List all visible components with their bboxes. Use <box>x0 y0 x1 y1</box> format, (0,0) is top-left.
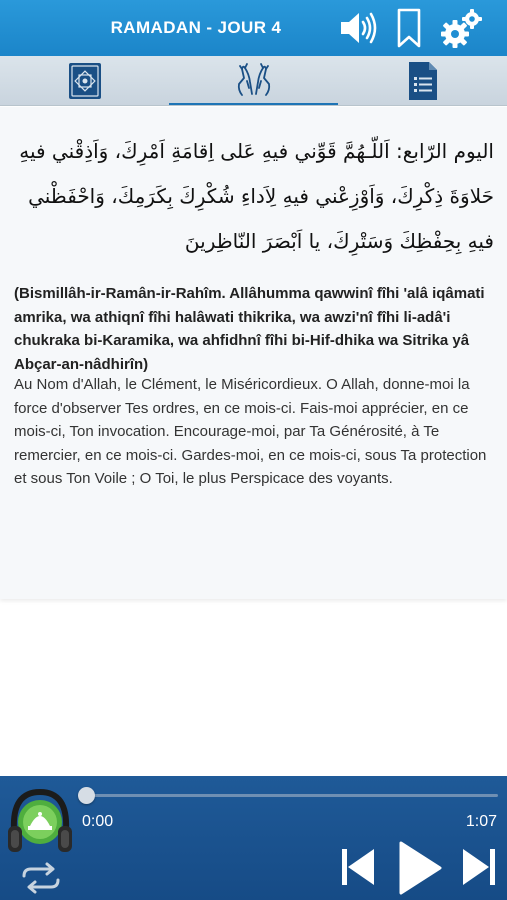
bookmark-icon[interactable] <box>396 8 422 50</box>
reciter-headphones-logo <box>6 786 74 862</box>
audio-player <box>0 776 507 900</box>
tab-notes[interactable] <box>338 56 507 106</box>
arabic-dua-text: اليوم الرّابع: اَللّـهُمَّ قَوِّني فيهِ عَلى اِقامَةِ اَمْرِكَ، وَاَذِقْني فيهِ حَلاوَةَ ذِكْرِكَ، وَاَوْزِعْني فيهِ لِاَداءِ شُكْرِكَ بِكَرَمِكَ، وَاحْفَظْني فيهِ بِحِفْظِكَ وَسَتْرِكَ، يا اَبْصَرَ النّاظِرينَ <box>19 139 494 253</box>
progress-track[interactable] <box>86 794 498 797</box>
page-title: RAMADAN - JOUR 4 <box>110 18 282 37</box>
current-time: 0:00 <box>82 813 114 830</box>
translation-text: Au Nom d'Allah, le Clément, le Miséricordieux. O Allah, donne-moi la force d'observer Tes ordres, en ce mois-ci. Fais-moi apprécier, en ce mois-ci, Ton invocation. Encourage-moi, par Ta Générosité, à Te remercier, en ce mois-ci. Gardes-moi, en ce mois-ci, sous Ta protection et sous Ton Voile ; O Toi, le plus Perspicace des voyants. <box>14 376 487 487</box>
quran-book-icon <box>67 61 103 101</box>
duration-time: 1:07 <box>465 813 497 830</box>
tab-dua[interactable] <box>169 56 338 106</box>
progress-knob[interactable] <box>78 787 95 804</box>
document-list-icon <box>407 60 439 102</box>
tab-bar <box>0 56 507 106</box>
next-icon[interactable] <box>461 847 497 887</box>
previous-icon[interactable] <box>340 847 376 887</box>
tab-selected-indicator <box>169 103 338 105</box>
dua-content <box>0 107 507 599</box>
speaker-icon[interactable] <box>338 8 380 48</box>
praying-hands-icon <box>233 60 275 102</box>
transliteration-text: (Bismillâh-ir-Ramân-ir-Rahîm. Allâhumma qawwinî fîhi 'alâ iqâmati amrika, wa athiqnî fîhi halâwati thikrika, wa awzi'nî fîhi li-adâ'i chukraka bi-Karamika, wa ahfidhnî fîhi bi-Hif-dhika wa Sitrika yâ Abçar-an-nâdhirîn) <box>14 285 485 373</box>
header-bar <box>0 0 507 56</box>
gears-icon[interactable] <box>440 8 484 50</box>
repeat-icon[interactable] <box>18 862 64 894</box>
play-icon[interactable] <box>397 840 443 896</box>
tab-quran[interactable] <box>0 56 169 106</box>
